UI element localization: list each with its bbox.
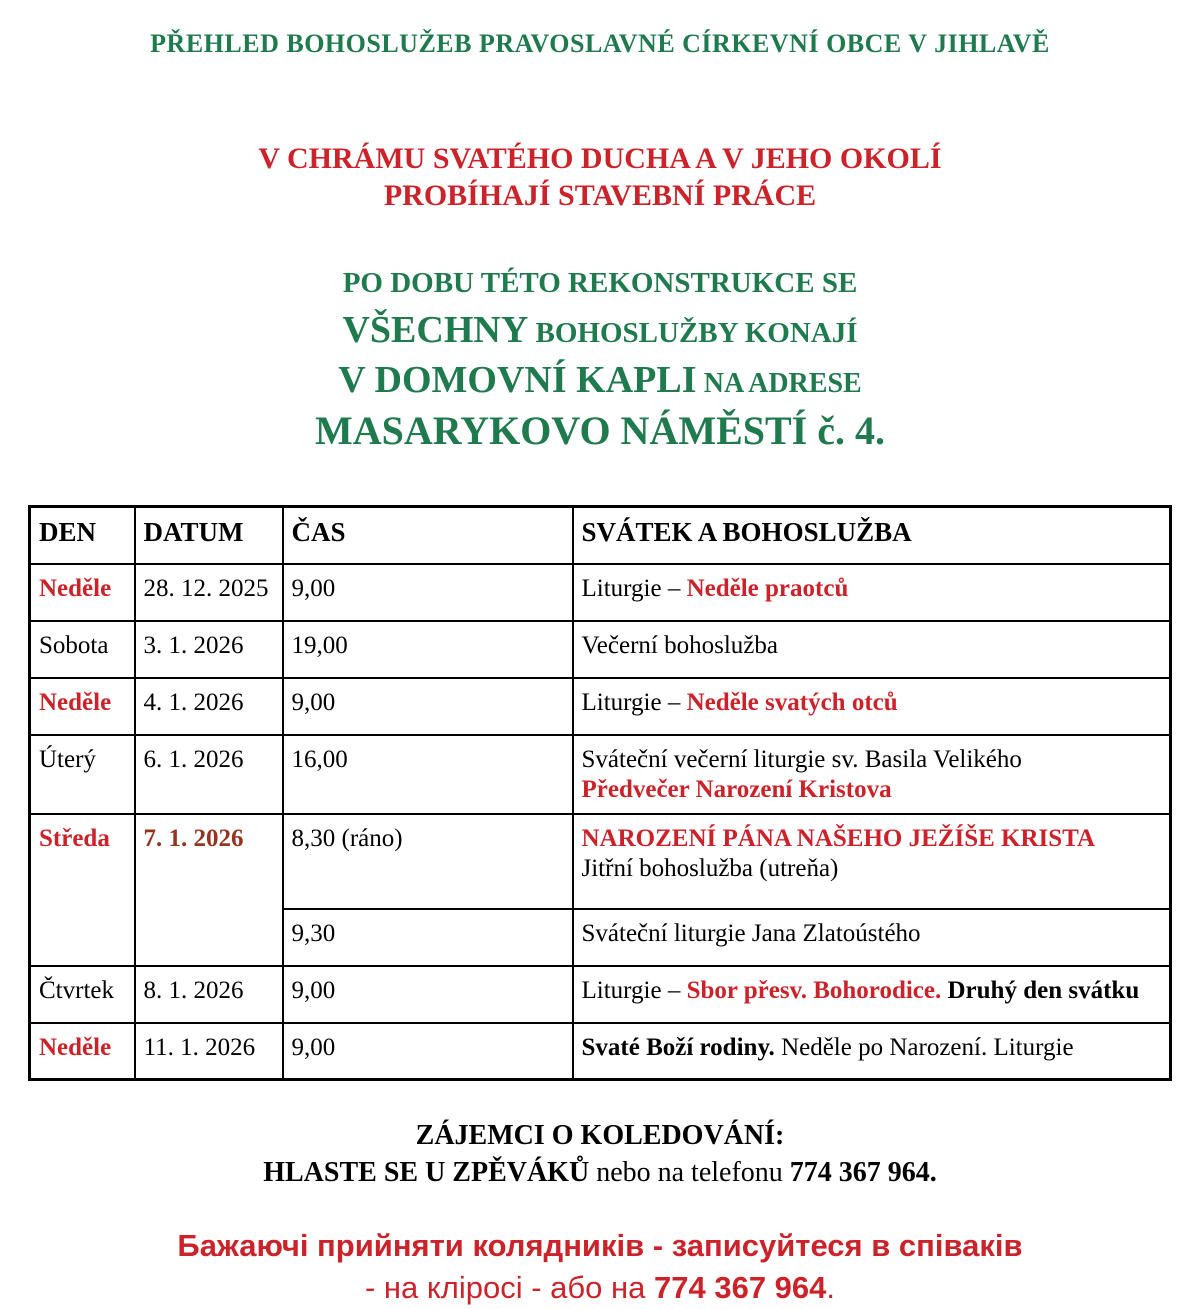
caroling-contact-part1: HLASTE SE U ZPĚVÁKŮ <box>263 1157 590 1188</box>
event-segment: Liturgie – <box>581 574 687 602</box>
event-cell <box>573 564 1171 621</box>
event-segment: Neděle po Narození. Liturgie <box>774 1033 1074 1061</box>
event-segment: Sbor přesv. Bohorodice. <box>686 976 942 1004</box>
event-segment: Předvečer Narození Kristova <box>581 775 892 803</box>
relocation-line3-rest: NA ADRESE <box>703 368 862 399</box>
table-header-row <box>30 507 1171 564</box>
date-cell: 3. 1. 2026 <box>135 621 283 678</box>
table-row <box>30 966 1171 1023</box>
event-segment: Neděle svatých otců <box>686 688 898 716</box>
caroling-contact-line <box>0 1154 1200 1191</box>
event-segment: NAROZENÍ PÁNA NAŠEHO JEŽÍŠE KRISTA <box>581 824 1096 852</box>
header-svatek: SVÁTEK A BOHOSLUŽBA <box>573 507 1171 564</box>
event-segment: Sváteční večerní liturgie sv. Basila Velikého <box>581 745 1022 773</box>
event-segment: Neděle praotců <box>686 574 849 602</box>
relocation-line2-emphasis: VŠECHNY <box>342 309 529 351</box>
relocation-notice <box>0 260 1200 459</box>
event-segment: Liturgie – <box>581 688 687 716</box>
ukrainian-line2-part1: - на кліросі - або на <box>364 1270 654 1305</box>
relocation-line2-rest: BOHOSLUŽBY KONAJÍ <box>535 317 858 349</box>
date-cell: 8. 1. 2026 <box>135 966 283 1023</box>
event-segment: Sváteční liturgie Jana Zlatoústého <box>581 919 921 947</box>
day-cell: Úterý <box>30 735 135 814</box>
ukrainian-line1: Бажаючі прийняти колядників - записуйтеся в співаків <box>177 1228 1023 1263</box>
schedule-table-body <box>30 564 1171 1080</box>
event-cell <box>573 678 1171 735</box>
construction-notice-line1: V CHRÁMU SVATÉHO DUCHA A V JEHO OKOLÍ <box>258 142 942 175</box>
event-segment: Druhý den svátku <box>941 976 1140 1004</box>
event-cell <box>573 1023 1171 1080</box>
table-row <box>30 621 1171 678</box>
header-den: DEN <box>30 507 135 564</box>
date-cell: 7. 1. 2026 <box>135 814 283 966</box>
header-datum: DATUM <box>135 507 283 564</box>
date-cell: 28. 12. 2025 <box>135 564 283 621</box>
day-cell: Středa <box>30 814 135 966</box>
ukrainian-line2-period: . <box>826 1270 836 1305</box>
day-cell: Čtvrtek <box>30 966 135 1023</box>
event-segment: Večerní bohoslužba <box>581 631 778 659</box>
event-cell <box>573 735 1171 814</box>
construction-notice <box>0 140 1200 214</box>
event-segment: Jitřní bohoslužba (utreňa) <box>581 854 839 882</box>
table-row <box>30 1023 1171 1080</box>
ukrainian-caroling-notice <box>0 1225 1200 1309</box>
service-schedule-table <box>28 505 1172 1081</box>
relocation-address: MASARYKOVO NÁMĚSTÍ č. 4. <box>314 408 886 453</box>
time-cell: 8,30 (ráno) <box>283 814 573 909</box>
time-cell: 16,00 <box>283 735 573 814</box>
day-cell: Neděle <box>30 564 135 621</box>
ukrainian-line2 <box>0 1267 1200 1309</box>
ukrainian-phone: 774 367 964 <box>654 1270 827 1305</box>
table-row <box>30 564 1171 621</box>
time-cell: 9,00 <box>283 564 573 621</box>
time-cell: 9,30 <box>283 909 573 966</box>
table-row <box>30 735 1171 814</box>
time-cell: 9,00 <box>283 1023 573 1080</box>
time-cell: 19,00 <box>283 621 573 678</box>
construction-notice-line2: PROBÍHAJÍ STAVEBNÍ PRÁCE <box>383 179 817 212</box>
date-cell: 11. 1. 2026 <box>135 1023 283 1080</box>
event-segment: Liturgie – <box>581 976 687 1004</box>
day-cell: Neděle <box>30 678 135 735</box>
table-row <box>30 678 1171 735</box>
relocation-line3-emphasis: V DOMOVNÍ KAPLI <box>338 359 697 401</box>
header-cas: ČAS <box>283 507 573 564</box>
date-cell: 6. 1. 2026 <box>135 735 283 814</box>
event-cell <box>573 621 1171 678</box>
table-row <box>30 814 1171 909</box>
event-cell <box>573 909 1171 966</box>
time-cell: 9,00 <box>283 966 573 1023</box>
relocation-line4 <box>0 407 1200 459</box>
caroling-heading: ZÁJEMCI O KOLEDOVÁNÍ: <box>415 1120 785 1151</box>
date-cell: 4. 1. 2026 <box>135 678 283 735</box>
event-cell <box>573 814 1171 909</box>
time-cell: 9,00 <box>283 678 573 735</box>
caroling-contact-part2: nebo na telefonu <box>589 1157 790 1188</box>
page-title: PŘEHLED BOHOSLUŽEB PRAVOSLAVNÉ CÍRKEVNÍ OBCE V JIHLAVĚ <box>150 29 1050 58</box>
day-cell: Sobota <box>30 621 135 678</box>
relocation-line2 <box>0 307 1200 357</box>
relocation-line3 <box>0 357 1200 407</box>
caroling-notice <box>0 1117 1200 1191</box>
relocation-line1: PO DOBU TÉTO REKONSTRUKCE SE <box>342 267 858 299</box>
day-cell: Neděle <box>30 1023 135 1080</box>
event-segment: Svaté Boží rodiny. <box>581 1033 775 1061</box>
caroling-phone: 774 367 964. <box>789 1157 937 1188</box>
event-cell <box>573 966 1171 1023</box>
